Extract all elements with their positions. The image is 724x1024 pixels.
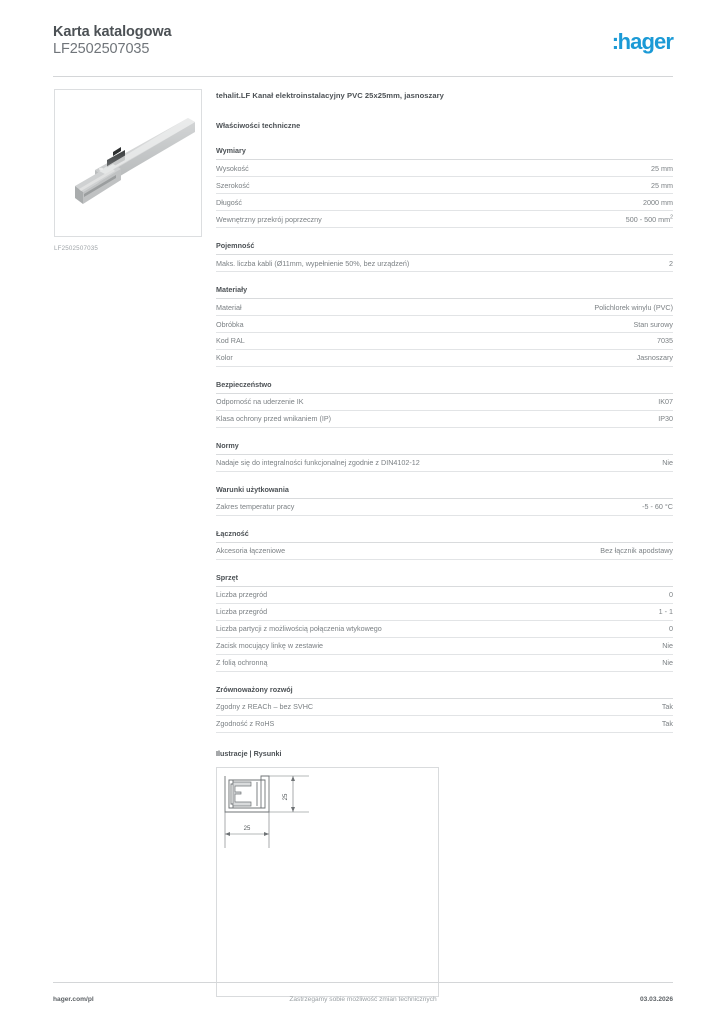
spec-row-value-text: 7035 bbox=[657, 336, 673, 346]
spec-row-label: Maks. liczba kabli (Ø11mm, wypełnienie 50%, bez urządzeń) bbox=[216, 258, 410, 268]
spec-row-value-text: -5 - 60 °C bbox=[642, 502, 673, 512]
spec-row bbox=[216, 333, 673, 350]
spec-row-label: Klasa ochrony przed wnikaniem (IP) bbox=[216, 414, 332, 424]
spec-row bbox=[216, 699, 673, 716]
spec-row-label: Kolor bbox=[216, 353, 233, 363]
page-header bbox=[53, 24, 673, 74]
spec-row-value bbox=[650, 658, 673, 667]
spec-row-label: Materiał bbox=[216, 302, 242, 312]
spec-section-heading: Łączność bbox=[216, 529, 673, 543]
spec-row-label: Liczba przegród bbox=[216, 607, 268, 617]
illustration-drawing-box bbox=[216, 767, 439, 997]
spec-row bbox=[216, 299, 673, 316]
spec-section-heading: Materiały bbox=[216, 285, 673, 299]
header-divider bbox=[53, 76, 673, 77]
spec-row-value bbox=[582, 303, 673, 312]
page-title: Karta katalogowa bbox=[53, 24, 172, 40]
footer-date: 03.03.2026 bbox=[639, 996, 673, 1003]
spec-row-value-text: 2 bbox=[669, 258, 673, 268]
spec-row-value-text: Tak bbox=[661, 719, 673, 729]
spec-row-value bbox=[614, 215, 673, 224]
spec-row-value-text: Nie bbox=[662, 641, 673, 651]
spec-section bbox=[216, 685, 673, 733]
spec-row bbox=[216, 587, 673, 604]
spec-row-value bbox=[631, 198, 673, 207]
spec-row-value-text: Jasnoszary bbox=[636, 353, 673, 363]
spec-row-value-text: 2000 mm bbox=[643, 197, 673, 207]
spec-section bbox=[216, 146, 673, 228]
spec-row bbox=[216, 194, 673, 211]
spec-section bbox=[216, 441, 673, 472]
spec-section bbox=[216, 573, 673, 672]
spec-row-value-text: 25 mm bbox=[651, 180, 673, 190]
spec-row-value bbox=[647, 607, 673, 616]
product-reference: LF2502507035 bbox=[53, 41, 150, 57]
spec-row bbox=[216, 621, 673, 638]
logo-colon-icon: : bbox=[611, 29, 618, 54]
spec-row bbox=[216, 394, 673, 411]
spec-section-heading: Bezpieczeństwo bbox=[216, 380, 673, 394]
spec-section-heading: Normy bbox=[216, 441, 673, 455]
spec-row-value bbox=[645, 336, 673, 345]
spec-row bbox=[216, 411, 673, 428]
spec-section-heading: Sprzęt bbox=[216, 573, 673, 587]
spec-row bbox=[216, 638, 673, 655]
spec-row bbox=[216, 499, 673, 516]
spec-row-value-text: Polichlorek winylu (PVC) bbox=[594, 302, 673, 312]
spec-row-label: Wewnętrzny przekrój poprzeczny bbox=[216, 214, 322, 224]
technical-properties-title: Właściwości techniczne bbox=[216, 121, 301, 130]
spec-row bbox=[216, 655, 673, 672]
spec-content bbox=[216, 91, 673, 997]
spec-row-value-text: 0 bbox=[669, 590, 673, 600]
spec-row bbox=[216, 455, 673, 472]
spec-row-label: Odporność na uderzenie IK bbox=[216, 397, 304, 407]
drawing-width-label: 25 bbox=[243, 825, 251, 832]
hager-logo bbox=[612, 30, 673, 54]
product-photo bbox=[54, 89, 202, 237]
footer-divider bbox=[53, 982, 673, 983]
spec-row-label: Długość bbox=[216, 197, 242, 207]
spec-row-value bbox=[630, 502, 673, 511]
spec-row-value-text: 25 mm bbox=[651, 163, 673, 173]
spec-row bbox=[216, 604, 673, 621]
spec-row-value-text: IK07 bbox=[658, 397, 673, 407]
spec-row-value bbox=[646, 397, 673, 406]
spec-row-value bbox=[639, 181, 673, 190]
spec-section bbox=[216, 485, 673, 516]
spec-section bbox=[216, 529, 673, 560]
spec-row-value bbox=[657, 259, 673, 268]
illustrations-title: Ilustracje | Rysunki bbox=[216, 748, 282, 758]
spec-row-label: Zacisk mocujący linkę w zestawie bbox=[216, 641, 324, 651]
spec-row-value bbox=[646, 414, 673, 423]
page-footer bbox=[53, 996, 673, 1008]
spec-row-value bbox=[650, 641, 673, 650]
spec-row-value-text: IP30 bbox=[658, 414, 673, 424]
spec-row-value bbox=[650, 719, 673, 728]
spec-row bbox=[216, 255, 673, 272]
spec-section bbox=[216, 285, 673, 367]
spec-section-heading: Warunki użytkowania bbox=[216, 485, 673, 499]
spec-row bbox=[216, 211, 673, 228]
spec-row-label: Liczba przegród bbox=[216, 590, 268, 600]
spec-row bbox=[216, 177, 673, 194]
spec-row-label: Kod RAL bbox=[216, 336, 245, 346]
spec-row-value-text: 500 - 500 mm bbox=[625, 214, 671, 224]
spec-row-label: Nadaje się do integralności funkcjonalnej zgodnie z DIN4102-12 bbox=[216, 458, 420, 468]
spec-row-value-text: Tak bbox=[661, 702, 673, 712]
spec-row-label: Akcesoria łączeniowe bbox=[216, 546, 286, 556]
spec-row bbox=[216, 160, 673, 177]
spec-row-label: Zakres temperatur pracy bbox=[216, 502, 295, 512]
cross-section-drawing bbox=[217, 768, 438, 996]
spec-row-label: Zgodny z REACh – bez SVHC bbox=[216, 702, 314, 712]
spec-row-value-text: 1 - 1 bbox=[658, 607, 673, 617]
spec-row-value-superscript: 2 bbox=[670, 214, 673, 221]
spec-row bbox=[216, 316, 673, 333]
spec-row-label: Z folią ochronną bbox=[216, 658, 268, 668]
spec-section-heading: Wymiary bbox=[216, 146, 673, 160]
drawing-height-label: 25 bbox=[283, 793, 289, 801]
spec-section-heading: Zrównoważony rozwój bbox=[216, 685, 673, 699]
spec-row-label: Szerokość bbox=[216, 180, 250, 190]
spec-row-value bbox=[657, 624, 673, 633]
spec-section bbox=[216, 380, 673, 428]
spec-row-value bbox=[621, 320, 673, 329]
spec-row-value bbox=[650, 458, 673, 467]
spec-row-value bbox=[625, 353, 673, 362]
footer-disclaimer: Zastrzegamy sobie możliwość zmian technicznych bbox=[289, 996, 437, 1003]
spec-sections bbox=[216, 146, 673, 733]
spec-row bbox=[216, 543, 673, 560]
spec-section-heading: Pojemność bbox=[216, 241, 673, 255]
spec-row-label: Wysokość bbox=[216, 163, 249, 173]
spec-row-value bbox=[657, 590, 673, 599]
spec-row-value bbox=[650, 702, 673, 711]
logo-text: hager bbox=[617, 29, 673, 54]
spec-row bbox=[216, 350, 673, 367]
spec-row-value-text: Stan surowy bbox=[633, 319, 673, 329]
product-photo-caption: LF2502507035 bbox=[54, 245, 99, 252]
spec-row-label: Liczba partycji z możliwością połączenia wtykowego bbox=[216, 624, 382, 634]
spec-row-value-text: Bez łącznik apodstawy bbox=[600, 546, 673, 556]
spec-section bbox=[216, 241, 673, 272]
spec-row-value-text: Nie bbox=[662, 658, 673, 668]
spec-row bbox=[216, 716, 673, 733]
product-photo-image bbox=[55, 90, 201, 236]
spec-row-label: Obróbka bbox=[216, 319, 244, 329]
product-name: tehalit.LF Kanał elektroinstalacyjny PVC 25x25mm, jasnoszary bbox=[216, 91, 444, 100]
spec-row-value-text: 0 bbox=[669, 624, 673, 634]
spec-row-value bbox=[639, 164, 673, 173]
spec-row-value-text: Nie bbox=[662, 458, 673, 468]
spec-row-label: Zgodność z RoHS bbox=[216, 719, 275, 729]
footer-website-link[interactable]: hager.com/pl bbox=[53, 996, 94, 1003]
spec-row-value bbox=[588, 546, 673, 555]
